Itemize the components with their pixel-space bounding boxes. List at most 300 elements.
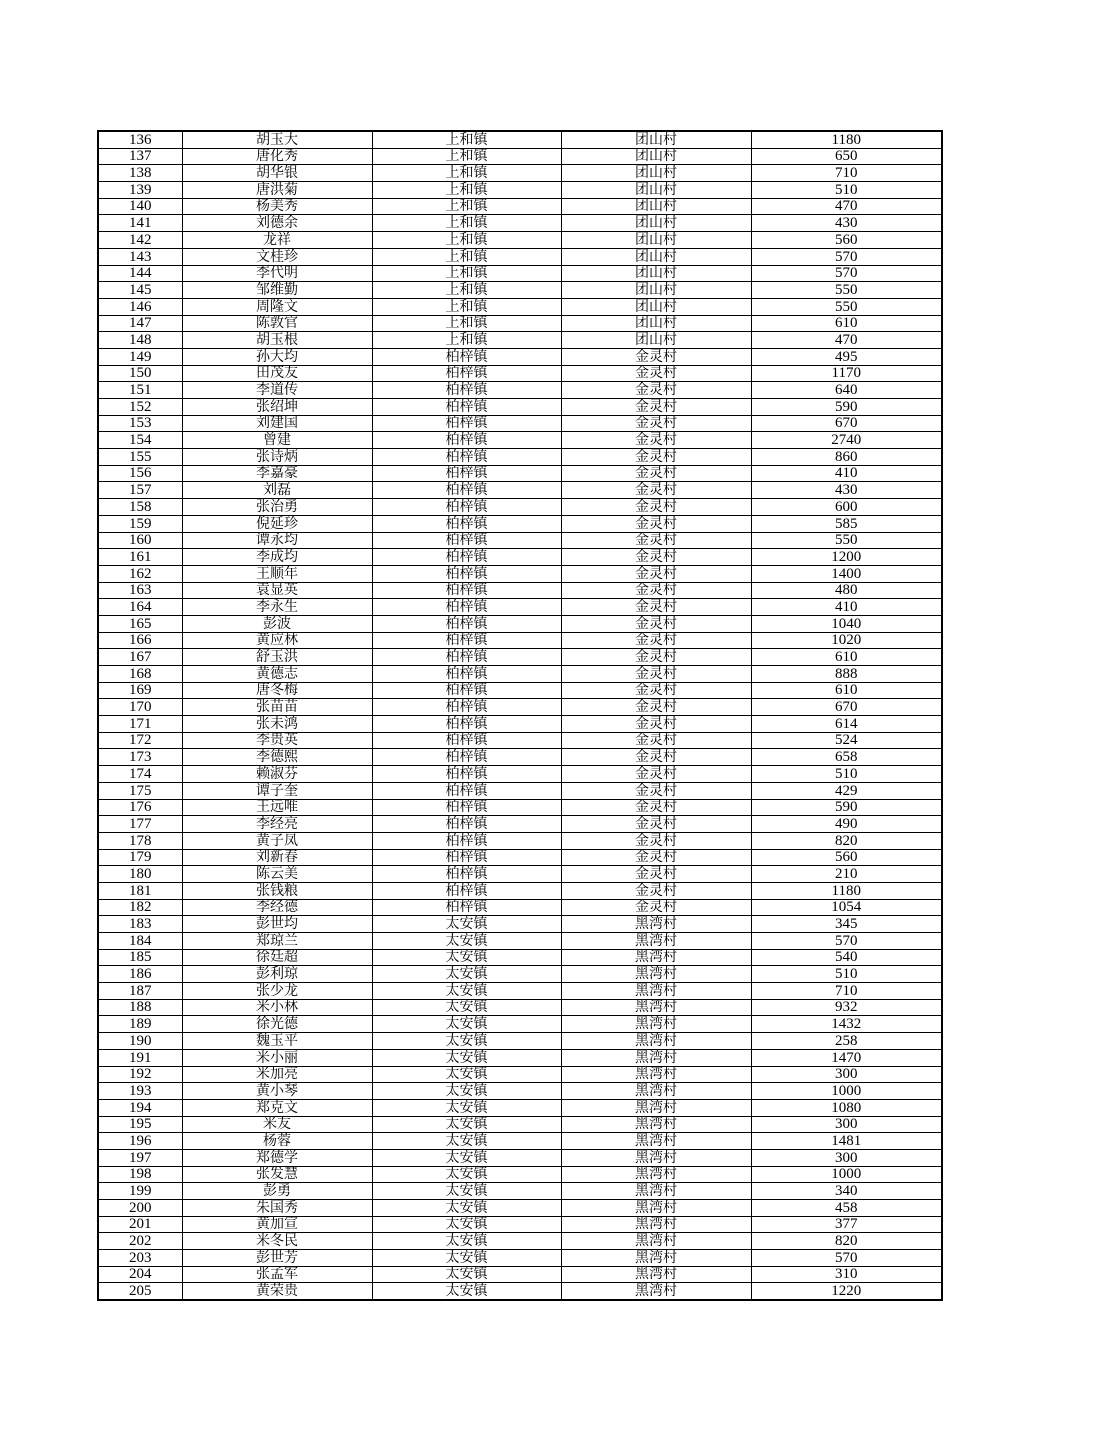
row-number-cell: 188 — [98, 999, 182, 1016]
town-cell: 上和镇 — [372, 215, 561, 232]
town-cell: 柏梓镇 — [372, 849, 561, 866]
town-cell: 太安镇 — [372, 1099, 561, 1116]
amount-cell: 550 — [751, 282, 942, 299]
table-row — [98, 315, 942, 332]
table-row — [98, 215, 942, 232]
town-cell: 太安镇 — [372, 1200, 561, 1217]
name-cell: 赖淑芬 — [182, 766, 372, 783]
row-number-cell: 179 — [98, 849, 182, 866]
amount-cell: 820 — [751, 832, 942, 849]
table-row — [98, 615, 942, 632]
amount-cell: 888 — [751, 666, 942, 683]
amount-cell: 670 — [751, 699, 942, 716]
amount-cell: 1432 — [751, 1016, 942, 1033]
table-row — [98, 699, 942, 716]
name-cell: 米友 — [182, 1116, 372, 1133]
amount-cell: 540 — [751, 949, 942, 966]
row-number-cell: 154 — [98, 432, 182, 449]
table-row — [98, 732, 942, 749]
row-number-cell: 183 — [98, 916, 182, 933]
table-row — [98, 582, 942, 599]
amount-cell: 490 — [751, 816, 942, 833]
town-cell: 柏梓镇 — [372, 382, 561, 399]
table-row — [98, 198, 942, 215]
name-cell: 陈敦官 — [182, 315, 372, 332]
village-cell: 黑湾村 — [561, 983, 751, 1000]
row-number-cell: 156 — [98, 465, 182, 482]
table-row — [98, 1049, 942, 1066]
row-number-cell: 204 — [98, 1266, 182, 1283]
row-number-cell: 159 — [98, 515, 182, 532]
row-number-cell: 197 — [98, 1149, 182, 1166]
table-row — [98, 382, 942, 399]
amount-cell: 300 — [751, 1066, 942, 1083]
amount-cell: 1481 — [751, 1133, 942, 1150]
village-cell: 团山村 — [561, 232, 751, 249]
town-cell: 柏梓镇 — [372, 615, 561, 632]
village-cell: 黑湾村 — [561, 1149, 751, 1166]
row-number-cell: 140 — [98, 198, 182, 215]
name-cell: 张诗炳 — [182, 449, 372, 466]
table-row — [98, 1133, 942, 1150]
table-row — [98, 1116, 942, 1133]
name-cell: 谭子奎 — [182, 782, 372, 799]
town-cell: 柏梓镇 — [372, 866, 561, 883]
town-cell: 柏梓镇 — [372, 732, 561, 749]
town-cell: 太安镇 — [372, 933, 561, 950]
table-row — [98, 1183, 942, 1200]
village-cell: 黑湾村 — [561, 1083, 751, 1100]
town-cell: 柏梓镇 — [372, 749, 561, 766]
amount-cell: 570 — [751, 933, 942, 950]
town-cell: 柏梓镇 — [372, 666, 561, 683]
row-number-cell: 144 — [98, 265, 182, 282]
town-cell: 柏梓镇 — [372, 766, 561, 783]
amount-cell: 470 — [751, 198, 942, 215]
amount-cell: 585 — [751, 515, 942, 532]
town-cell: 太安镇 — [372, 1216, 561, 1233]
village-cell: 团山村 — [561, 182, 751, 199]
amount-cell: 610 — [751, 682, 942, 699]
village-cell: 金灵村 — [561, 749, 751, 766]
town-cell: 柏梓镇 — [372, 699, 561, 716]
town-cell: 上和镇 — [372, 131, 561, 148]
village-cell: 金灵村 — [561, 482, 751, 499]
town-cell: 太安镇 — [372, 1149, 561, 1166]
row-number-cell: 172 — [98, 732, 182, 749]
table-row — [98, 1216, 942, 1233]
amount-cell: 430 — [751, 215, 942, 232]
name-cell: 米小丽 — [182, 1049, 372, 1066]
amount-cell: 560 — [751, 232, 942, 249]
table-row — [98, 365, 942, 382]
name-cell: 杨蓉 — [182, 1133, 372, 1150]
amount-cell: 610 — [751, 649, 942, 666]
table-row — [98, 832, 942, 849]
name-cell: 张少龙 — [182, 983, 372, 1000]
row-number-cell: 165 — [98, 615, 182, 632]
village-cell: 金灵村 — [561, 666, 751, 683]
town-cell: 上和镇 — [372, 298, 561, 315]
amount-cell: 710 — [751, 983, 942, 1000]
town-cell: 太安镇 — [372, 983, 561, 1000]
table-row — [98, 182, 942, 199]
town-cell: 太安镇 — [372, 966, 561, 983]
name-cell: 倪延珍 — [182, 515, 372, 532]
name-cell: 曾建 — [182, 432, 372, 449]
town-cell: 柏梓镇 — [372, 816, 561, 833]
row-number-cell: 174 — [98, 766, 182, 783]
amount-cell: 1180 — [751, 882, 942, 899]
table-row — [98, 966, 942, 983]
name-cell: 李经亮 — [182, 816, 372, 833]
row-number-cell: 148 — [98, 332, 182, 349]
village-cell: 黑湾村 — [561, 1066, 751, 1083]
table-row — [98, 1200, 942, 1217]
village-cell: 金灵村 — [561, 866, 751, 883]
amount-cell: 495 — [751, 348, 942, 365]
table-row — [98, 148, 942, 165]
village-cell: 金灵村 — [561, 532, 751, 549]
village-cell: 金灵村 — [561, 515, 751, 532]
name-cell: 袁显英 — [182, 582, 372, 599]
amount-cell: 210 — [751, 866, 942, 883]
table-row — [98, 1149, 942, 1166]
row-number-cell: 149 — [98, 348, 182, 365]
name-cell: 张绍坤 — [182, 399, 372, 416]
table-row — [98, 332, 942, 349]
village-cell: 黑湾村 — [561, 1216, 751, 1233]
table-row — [98, 432, 942, 449]
amount-cell: 560 — [751, 849, 942, 866]
village-cell: 黑湾村 — [561, 1266, 751, 1283]
village-cell: 金灵村 — [561, 599, 751, 616]
name-cell: 唐洪菊 — [182, 182, 372, 199]
amount-cell: 1000 — [751, 1083, 942, 1100]
town-cell: 太安镇 — [372, 1116, 561, 1133]
town-cell: 柏梓镇 — [372, 899, 561, 916]
village-cell: 黑湾村 — [561, 999, 751, 1016]
row-number-cell: 170 — [98, 699, 182, 716]
row-number-cell: 161 — [98, 549, 182, 566]
village-cell: 金灵村 — [561, 832, 751, 849]
row-number-cell: 168 — [98, 666, 182, 683]
town-cell: 上和镇 — [372, 165, 561, 182]
town-cell: 柏梓镇 — [372, 432, 561, 449]
table-row — [98, 1083, 942, 1100]
amount-cell: 650 — [751, 148, 942, 165]
table-row — [98, 1066, 942, 1083]
row-number-cell: 187 — [98, 983, 182, 1000]
amount-cell: 258 — [751, 1033, 942, 1050]
table-row — [98, 782, 942, 799]
table-row — [98, 1016, 942, 1033]
row-number-cell: 205 — [98, 1283, 182, 1300]
village-cell: 金灵村 — [561, 399, 751, 416]
amount-cell: 1180 — [751, 131, 942, 148]
name-cell: 胡华银 — [182, 165, 372, 182]
name-cell: 李代明 — [182, 265, 372, 282]
table-row — [98, 882, 942, 899]
town-cell: 太安镇 — [372, 1166, 561, 1183]
amount-cell: 524 — [751, 732, 942, 749]
row-number-cell: 145 — [98, 282, 182, 299]
town-cell: 太安镇 — [372, 999, 561, 1016]
table-row — [98, 282, 942, 299]
name-cell: 杨美秀 — [182, 198, 372, 215]
name-cell: 黄荣贵 — [182, 1283, 372, 1300]
row-number-cell: 189 — [98, 1016, 182, 1033]
name-cell: 唐化秀 — [182, 148, 372, 165]
amount-cell: 710 — [751, 165, 942, 182]
name-cell: 郑德学 — [182, 1149, 372, 1166]
village-cell: 金灵村 — [561, 499, 751, 516]
row-number-cell: 147 — [98, 315, 182, 332]
town-cell: 太安镇 — [372, 1083, 561, 1100]
name-cell: 徐廷超 — [182, 949, 372, 966]
town-cell: 柏梓镇 — [372, 465, 561, 482]
amount-cell: 570 — [751, 248, 942, 265]
row-number-cell: 192 — [98, 1066, 182, 1083]
name-cell: 刘德余 — [182, 215, 372, 232]
table-row — [98, 415, 942, 432]
amount-cell: 590 — [751, 799, 942, 816]
name-cell: 李永生 — [182, 599, 372, 616]
row-number-cell: 196 — [98, 1133, 182, 1150]
town-cell: 上和镇 — [372, 282, 561, 299]
name-cell: 胡玉根 — [182, 332, 372, 349]
table-row — [98, 165, 942, 182]
village-cell: 金灵村 — [561, 732, 751, 749]
town-cell: 柏梓镇 — [372, 549, 561, 566]
village-cell: 团山村 — [561, 265, 751, 282]
town-cell: 上和镇 — [372, 148, 561, 165]
village-cell: 金灵村 — [561, 549, 751, 566]
name-cell: 张未鸿 — [182, 716, 372, 733]
amount-cell: 410 — [751, 465, 942, 482]
town-cell: 柏梓镇 — [372, 399, 561, 416]
name-cell: 陈云美 — [182, 866, 372, 883]
row-number-cell: 166 — [98, 632, 182, 649]
name-cell: 张发慧 — [182, 1166, 372, 1183]
amount-cell: 600 — [751, 499, 942, 516]
row-number-cell: 141 — [98, 215, 182, 232]
village-cell: 团山村 — [561, 131, 751, 148]
name-cell: 谭永均 — [182, 532, 372, 549]
village-cell: 金灵村 — [561, 415, 751, 432]
amount-cell: 1220 — [751, 1283, 942, 1300]
village-cell: 金灵村 — [561, 632, 751, 649]
amount-cell: 429 — [751, 782, 942, 799]
village-cell: 金灵村 — [561, 816, 751, 833]
name-cell: 黄小琴 — [182, 1083, 372, 1100]
table-row — [98, 866, 942, 883]
town-cell: 上和镇 — [372, 248, 561, 265]
name-cell: 郑琼兰 — [182, 933, 372, 950]
town-cell: 柏梓镇 — [372, 832, 561, 849]
town-cell: 太安镇 — [372, 1266, 561, 1283]
town-cell: 太安镇 — [372, 1233, 561, 1250]
table-row — [98, 1233, 942, 1250]
village-cell: 黑湾村 — [561, 1200, 751, 1217]
name-cell: 米小林 — [182, 999, 372, 1016]
row-number-cell: 138 — [98, 165, 182, 182]
village-cell: 黑湾村 — [561, 949, 751, 966]
table-row — [98, 933, 942, 950]
village-cell: 团山村 — [561, 198, 751, 215]
village-cell: 黑湾村 — [561, 1116, 751, 1133]
name-cell: 彭世芳 — [182, 1250, 372, 1267]
village-cell: 团山村 — [561, 332, 751, 349]
name-cell: 舒玉洪 — [182, 649, 372, 666]
table-row — [98, 666, 942, 683]
name-cell: 李道传 — [182, 382, 372, 399]
amount-cell: 658 — [751, 749, 942, 766]
name-cell: 文桂珍 — [182, 248, 372, 265]
village-cell: 黑湾村 — [561, 1049, 751, 1066]
row-number-cell: 195 — [98, 1116, 182, 1133]
town-cell: 上和镇 — [372, 315, 561, 332]
village-cell: 团山村 — [561, 298, 751, 315]
row-number-cell: 158 — [98, 499, 182, 516]
town-cell: 柏梓镇 — [372, 565, 561, 582]
amount-cell: 1200 — [751, 549, 942, 566]
amount-cell: 1020 — [751, 632, 942, 649]
amount-cell: 550 — [751, 298, 942, 315]
village-cell: 金灵村 — [561, 365, 751, 382]
table-row — [98, 532, 942, 549]
name-cell: 胡玉大 — [182, 131, 372, 148]
name-cell: 张苗苗 — [182, 699, 372, 716]
amount-cell: 510 — [751, 182, 942, 199]
amount-cell: 410 — [751, 599, 942, 616]
table-row — [98, 599, 942, 616]
name-cell: 刘磊 — [182, 482, 372, 499]
town-cell: 太安镇 — [372, 1133, 561, 1150]
table-row — [98, 549, 942, 566]
table-row — [98, 749, 942, 766]
town-cell: 柏梓镇 — [372, 515, 561, 532]
village-cell: 黑湾村 — [561, 1233, 751, 1250]
village-cell: 金灵村 — [561, 382, 751, 399]
row-number-cell: 190 — [98, 1033, 182, 1050]
table-row — [98, 1283, 942, 1300]
amount-cell: 300 — [751, 1116, 942, 1133]
town-cell: 上和镇 — [372, 198, 561, 215]
village-cell: 黑湾村 — [561, 933, 751, 950]
amount-cell: 1400 — [751, 565, 942, 582]
row-number-cell: 137 — [98, 148, 182, 165]
town-cell: 上和镇 — [372, 265, 561, 282]
row-number-cell: 153 — [98, 415, 182, 432]
table-row — [98, 482, 942, 499]
table-row — [98, 232, 942, 249]
table-row — [98, 265, 942, 282]
name-cell: 彭世均 — [182, 916, 372, 933]
table-row — [98, 1266, 942, 1283]
village-cell: 黑湾村 — [561, 1016, 751, 1033]
name-cell: 刘建国 — [182, 415, 372, 432]
village-cell: 金灵村 — [561, 449, 751, 466]
row-number-cell: 203 — [98, 1250, 182, 1267]
town-cell: 柏梓镇 — [372, 682, 561, 699]
name-cell: 王顺年 — [182, 565, 372, 582]
village-cell: 金灵村 — [561, 615, 751, 632]
row-number-cell: 199 — [98, 1183, 182, 1200]
table-row — [98, 999, 942, 1016]
table-row — [98, 515, 942, 532]
village-cell: 金灵村 — [561, 799, 751, 816]
row-number-cell: 185 — [98, 949, 182, 966]
table-row — [98, 1166, 942, 1183]
table-row — [98, 1099, 942, 1116]
village-cell: 金灵村 — [561, 649, 751, 666]
village-cell: 团山村 — [561, 282, 751, 299]
town-cell: 柏梓镇 — [372, 348, 561, 365]
village-cell: 金灵村 — [561, 565, 751, 582]
name-cell: 黄德志 — [182, 666, 372, 683]
row-number-cell: 152 — [98, 399, 182, 416]
row-number-cell: 175 — [98, 782, 182, 799]
name-cell: 刘新春 — [182, 849, 372, 866]
row-number-cell: 191 — [98, 1049, 182, 1066]
table-row — [98, 298, 942, 315]
name-cell: 黄子凤 — [182, 832, 372, 849]
row-number-cell: 178 — [98, 832, 182, 849]
row-number-cell: 167 — [98, 649, 182, 666]
data-table — [97, 130, 943, 1301]
town-cell: 柏梓镇 — [372, 882, 561, 899]
village-cell: 团山村 — [561, 315, 751, 332]
amount-cell: 1000 — [751, 1166, 942, 1183]
table-row — [98, 565, 942, 582]
row-number-cell: 139 — [98, 182, 182, 199]
row-number-cell: 202 — [98, 1233, 182, 1250]
town-cell: 柏梓镇 — [372, 499, 561, 516]
table-row — [98, 682, 942, 699]
row-number-cell: 160 — [98, 532, 182, 549]
row-number-cell: 173 — [98, 749, 182, 766]
name-cell: 张治勇 — [182, 499, 372, 516]
row-number-cell: 171 — [98, 716, 182, 733]
amount-cell: 2740 — [751, 432, 942, 449]
table-row — [98, 1250, 942, 1267]
name-cell: 周隆文 — [182, 298, 372, 315]
row-number-cell: 164 — [98, 599, 182, 616]
name-cell: 李经德 — [182, 899, 372, 916]
amount-cell: 300 — [751, 1149, 942, 1166]
table-row — [98, 449, 942, 466]
village-cell: 黑湾村 — [561, 1166, 751, 1183]
amount-cell: 1080 — [751, 1099, 942, 1116]
name-cell: 米加亮 — [182, 1066, 372, 1083]
town-cell: 太安镇 — [372, 1049, 561, 1066]
name-cell: 彭勇 — [182, 1183, 372, 1200]
town-cell: 太安镇 — [372, 916, 561, 933]
row-number-cell: 169 — [98, 682, 182, 699]
table-row — [98, 399, 942, 416]
town-cell: 上和镇 — [372, 232, 561, 249]
row-number-cell: 184 — [98, 933, 182, 950]
town-cell: 柏梓镇 — [372, 716, 561, 733]
village-cell: 金灵村 — [561, 432, 751, 449]
town-cell: 上和镇 — [372, 332, 561, 349]
village-cell: 黑湾村 — [561, 1283, 751, 1300]
town-cell: 太安镇 — [372, 1283, 561, 1300]
town-cell: 太安镇 — [372, 1250, 561, 1267]
town-cell: 柏梓镇 — [372, 482, 561, 499]
name-cell: 李成均 — [182, 549, 372, 566]
